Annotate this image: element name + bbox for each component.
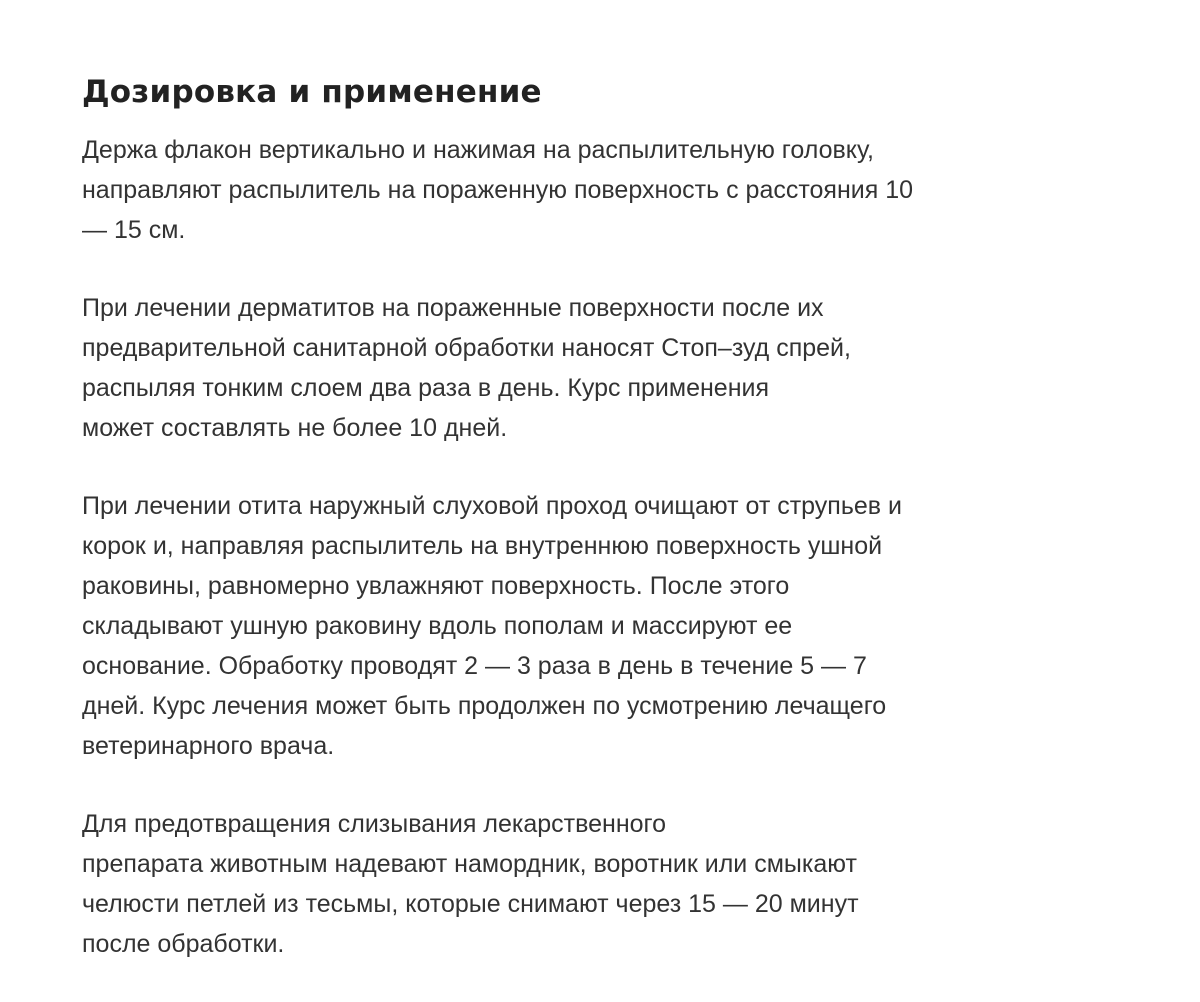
paragraph-dermatitis (82, 288, 1122, 448)
paragraph-line: Держа флакон вертикально и нажимая на распылительную головку, (82, 136, 874, 164)
paragraph-line: челюсти петлей из тесьмы, которые снимают через 15 — 20 минут (82, 890, 859, 918)
paragraph-line: может составлять не более 10 дней. (82, 414, 508, 442)
paragraph-line: При лечении дерматитов на пораженные поверхности после их (82, 294, 824, 322)
dosage-section (82, 72, 1122, 1002)
paragraph-line: препарата животным надевают намордник, воротник или смыкают (82, 850, 857, 878)
paragraph-line: Для предотвращения слизывания лекарственного (82, 810, 666, 838)
paragraph-line: основание. Обработку проводят 2 — 3 раза в день в течение 5 — 7 (82, 652, 867, 680)
paragraph-line: — 15 см. (82, 216, 186, 244)
paragraph-line: раковины, равномерно увлажняют поверхность. После этого (82, 572, 790, 600)
paragraph-licking-prevention (82, 804, 1122, 964)
paragraph-line: При лечении отита наружный слуховой проход очищают от струпьев и (82, 492, 902, 520)
paragraph-line: дней. Курс лечения может быть продолжен по усмотрению лечащего (82, 692, 887, 720)
paragraph-line: предварительной санитарной обработки наносят Стоп–зуд спрей, (82, 334, 851, 362)
paragraph-otitis (82, 486, 1122, 766)
section-title: Дозировка и применение (82, 74, 542, 110)
paragraph-line: направляют распылитель на пораженную поверхность с расстояния 10 (82, 176, 914, 204)
paragraph-line: ветеринарного врача. (82, 732, 335, 760)
paragraph-line: складывают ушную раковину вдоль пополам и массируют ее (82, 612, 793, 640)
paragraph-spray-usage (82, 130, 1122, 250)
paragraph-line: после обработки. (82, 930, 285, 958)
paragraph-line: распыляя тонким слоем два раза в день. Курс применения (82, 374, 770, 402)
paragraph-line: корок и, направляя распылитель на внутреннюю поверхность ушной (82, 532, 883, 560)
